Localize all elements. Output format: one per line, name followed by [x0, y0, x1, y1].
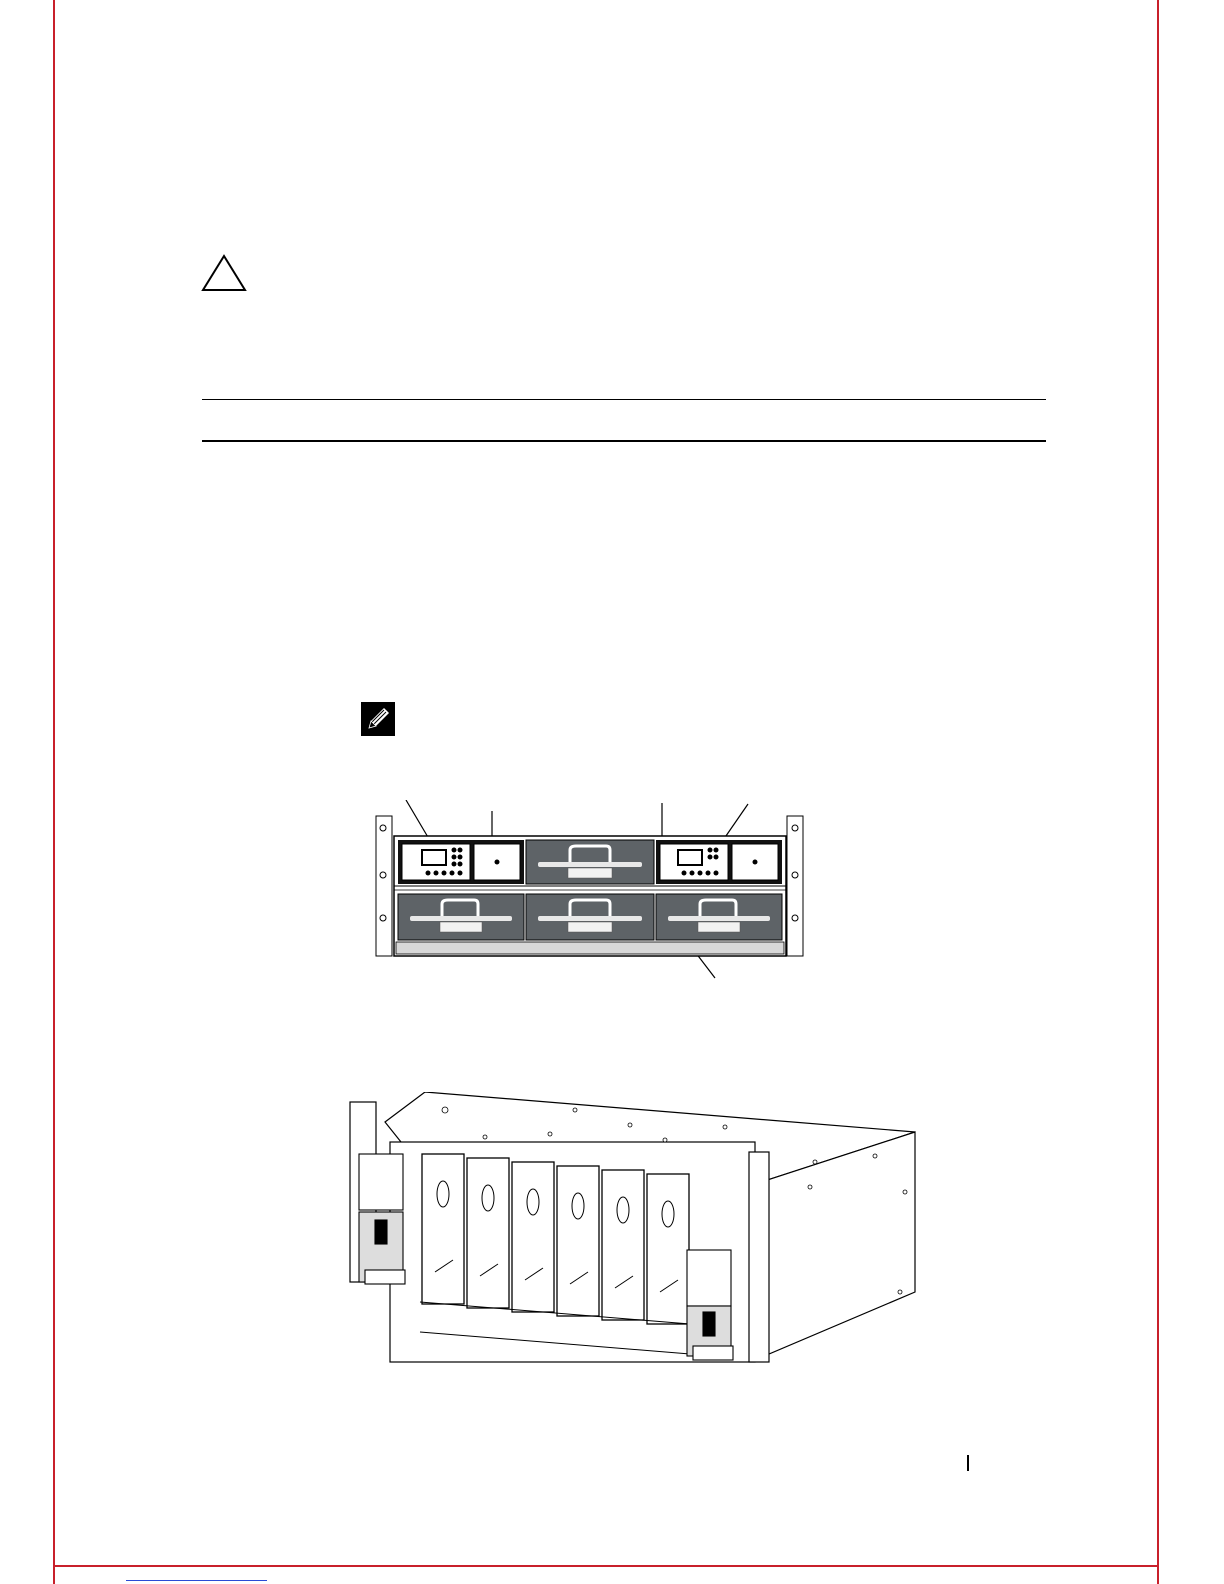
rack-ear-left	[376, 816, 392, 956]
page-number-bar	[967, 1455, 969, 1471]
controller-module-right	[656, 840, 782, 884]
page-border-left	[53, 0, 55, 1584]
caution-triangle-icon	[200, 253, 248, 293]
page-border-bottom	[53, 1565, 1159, 1567]
table-header-rule	[202, 440, 1046, 442]
chassis-perspective-figure	[345, 1092, 925, 1382]
module-bottom-3	[656, 894, 782, 940]
module-bottom-2	[526, 894, 654, 940]
side-module-left	[359, 1154, 405, 1284]
module-bottom-1	[398, 894, 524, 940]
page-border-right	[1157, 0, 1159, 1584]
rack-ear-right	[787, 816, 803, 956]
note-pencil-icon	[361, 702, 395, 736]
module-top-middle	[526, 840, 654, 884]
controller-module-left	[398, 840, 524, 884]
side-module-right	[687, 1250, 733, 1360]
footer-link-underline[interactable]	[126, 1580, 267, 1581]
front-panel-figure	[370, 800, 830, 985]
table-top-rule	[202, 399, 1046, 400]
